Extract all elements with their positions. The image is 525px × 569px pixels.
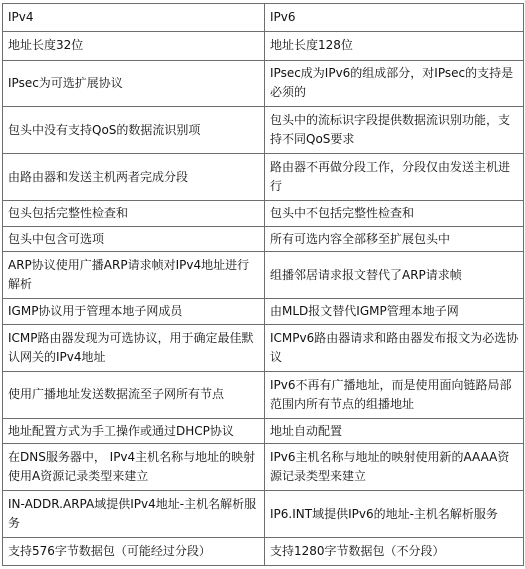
- ipv4-cell: 地址长度32位: [3, 31, 265, 60]
- table-row: [3, 538, 524, 566]
- table-row: [3, 107, 524, 154]
- ipv6-cell: 包头中不包括完整性检查和: [265, 201, 524, 227]
- ipv6-cell: IP6.INT域提供IPv6的地址-主机名解析服务: [265, 491, 524, 538]
- ipv6-cell: 包头中的流标识字段提供数据流识别功能，支持不同QoS要求: [265, 107, 524, 154]
- ipv4-cell: 由路由器和发送主机两者完成分段: [3, 154, 265, 201]
- ipv4-cell: 支持576字节数据包（可能经过分段）: [3, 538, 265, 566]
- ipv4-cell: 包头包括完整性检查和: [3, 201, 265, 227]
- table-row: [3, 252, 524, 299]
- ipv4-cell: 在DNS服务器中， IPv4主机名称与地址的映射使用A资源记录类型来建立: [3, 444, 265, 491]
- ipv6-cell: 组播邻居请求报文替代了ARP请求帧: [265, 252, 524, 299]
- ipv6-cell: IPv6主机名称与地址的映射使用新的AAAA资源记录类型来建立: [265, 444, 524, 491]
- ipv4-cell: IN-ADDR.ARPA域提供IPv4地址-主机名解析服务: [3, 491, 265, 538]
- table-row: [3, 60, 524, 107]
- header-ipv6: IPv6: [265, 4, 524, 32]
- ipv6-cell: 地址自动配置: [265, 418, 524, 444]
- ipv4-cell: ICMP路由器发现为可选协议，用于确定最佳默认网关的IPv4地址: [3, 324, 265, 371]
- ipv4-ipv6-comparison-table: [2, 3, 524, 566]
- table-header-row: [3, 4, 524, 32]
- ipv4-cell: IGMP协议用于管理本地子网成员: [3, 299, 265, 325]
- table-row: [3, 444, 524, 491]
- ipv6-cell: 地址长度128位: [265, 31, 524, 60]
- table-row: [3, 201, 524, 227]
- table-row: [3, 299, 524, 325]
- table-row: [3, 154, 524, 201]
- ipv4-cell: 包头中包含可选项: [3, 226, 265, 252]
- ipv6-cell: IPv6不再有广播地址，而是使用面向链路局部范围内所有节点的组播地址: [265, 371, 524, 418]
- ipv4-cell: ARP协议使用广播ARP请求帧对IPv4地址进行解析: [3, 252, 265, 299]
- header-ipv4: IPv4: [3, 4, 265, 32]
- table-row: [3, 491, 524, 538]
- ipv4-cell: IPsec为可选扩展协议: [3, 60, 265, 107]
- table-row: [3, 31, 524, 60]
- table-row: [3, 371, 524, 418]
- table-row: [3, 418, 524, 444]
- ipv6-cell: ICMPv6路由器请求和路由器发布报文为必选协议: [265, 324, 524, 371]
- ipv6-cell: IPsec成为IPv6的组成部分，对IPsec的支持是必须的: [265, 60, 524, 107]
- ipv6-cell: 由MLD报文替代IGMP管理本地子网: [265, 299, 524, 325]
- table-row: [3, 226, 524, 252]
- ipv4-cell: 使用广播地址发送数据流至子网所有节点: [3, 371, 265, 418]
- ipv6-cell: 所有可选内容全部移至扩展包头中: [265, 226, 524, 252]
- ipv4-cell: 地址配置方式为手工操作或通过DHCP协议: [3, 418, 265, 444]
- ipv4-cell: 包头中没有支持QoS的数据流识别项: [3, 107, 265, 154]
- ipv6-cell: 路由器不再做分段工作，分段仅由发送主机进行: [265, 154, 524, 201]
- table-row: [3, 324, 524, 371]
- ipv6-cell: 支持1280字节数据包（不分段）: [265, 538, 524, 566]
